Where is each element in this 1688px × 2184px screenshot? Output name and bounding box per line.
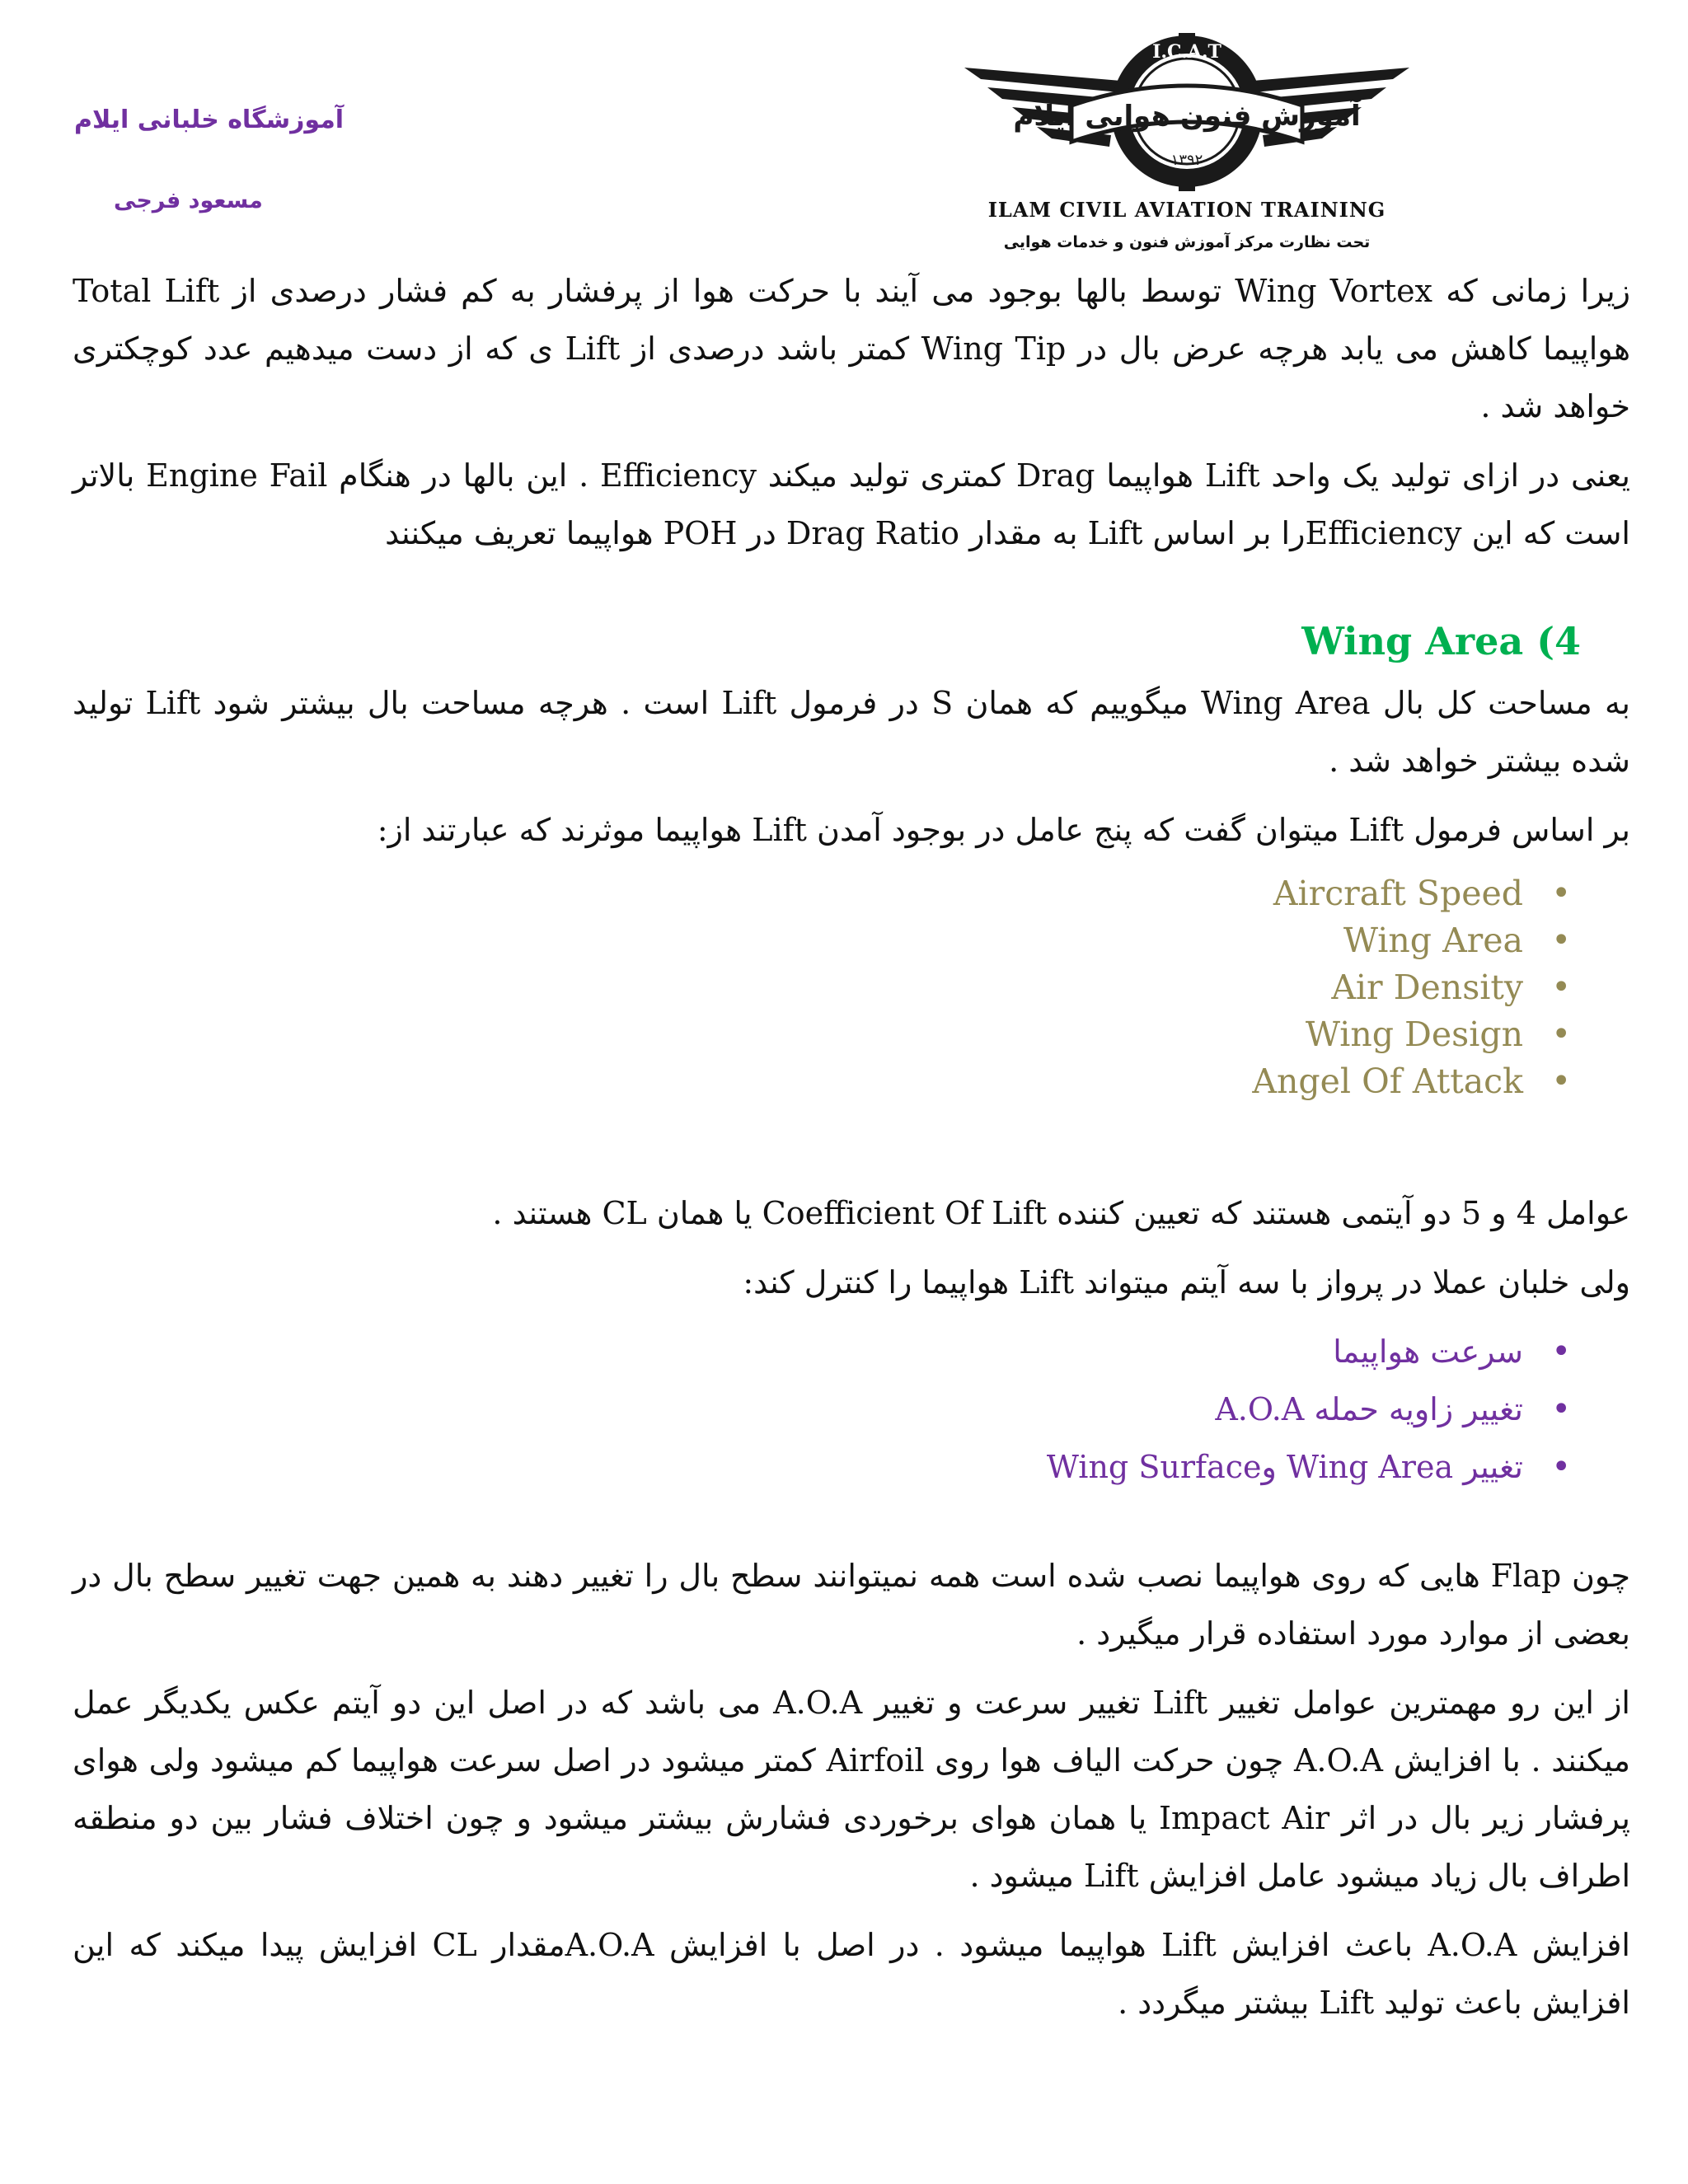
section-heading-wing-area: Wing Area (4 <box>1301 619 1581 663</box>
logo-english-name: ILAM CIVIL AVIATION TRAINING <box>987 198 1386 222</box>
paragraph-speed-aoa: از این رو مهمترین عوامل تغییر Lift تغییر سرعت و تغییر A.O.A می باشد که در اصل این دو آیتم عکس یکدیگر عمل میکنند . با افزایش A.O.A چون حرکت الیاف هوا روی Airfoil کمتر میشود در اصل سرعت هواپیما کم میشود ولی هوای پرفشار زیر بال در اثر Impact Air یا همان هوای برخوردی فشارش بیشتر میشود و چون اختلاف فشار بین دو منطقه اطراف بال زیاد میشود عامل افزایش Lift میشود . <box>73 1685 1630 1894</box>
author-name: مسعود فرجی <box>114 188 263 213</box>
badge-year-text: ۱۳۹۲ <box>1170 152 1203 169</box>
paragraph-wing-vortex: زیرا زمانی که Wing Vortex توسط بالها بوجود می آیند با حرکت هوا از پرفشار به کم فشار درصدی از Total Lift هواپیما کاهش می یابد هرچه عرض بال در Wing Tip کمتر باشد درصدی از Lift ی که از دست میدهیم عدد کوچکتری خواهد شد . <box>73 273 1631 424</box>
badge-main-text: آموزش فنون هوایی ایلام <box>1013 100 1361 133</box>
list-item: • Wing Design <box>73 1011 1523 1058</box>
paragraph-wing-area-definition: به مساحت کل بال Wing Area میگوییم که همان S در فرمول Lift است . هرچه مساحت بال بیشتر شود Lift تولید شده بیشتر خواهد شد . <box>73 685 1631 779</box>
logo-subtitle: تحت نظارت مرکز آموزش فنون و خدمات هوایی <box>1003 233 1371 251</box>
paragraph-pilot-control: ولی خلبان عملا در پرواز با سه آیتم میتواند Lift هواپیما را کنترل کند: <box>743 1264 1630 1301</box>
paragraph-efficiency: یعنی در ازای تولید یک واحد Lift هواپیما Drag کمتری تولید میکند Efficiency . این بالها در هنگام Engine Fail بالاتر است که این Efficiencyرا بر اساس Lift به مقدار Drag Ratio در POH هواپیما تعریف میکنند <box>73 457 1631 551</box>
list-item: • تغییر زاویه حمله A.O.A <box>73 1380 1523 1438</box>
paragraph-aoa-cl: افزایش A.O.A باعث افزایش Lift هواپیما میشود . در اصل با افزایش A.O.Aمقدار CL افزایش پیدا میکند که این افزایش باعث تولید Lift بیشتر میگردد . <box>73 1927 1630 2021</box>
paragraph-lift-factors-intro: بر اساس فرمول Lift میتوان گفت که پنج عامل در بوجود آمدن Lift هواپیما موثرند که عبارتند از: <box>377 812 1630 848</box>
list-item: • Angel Of Attack <box>73 1058 1523 1105</box>
list-item: • Air Density <box>73 964 1523 1011</box>
paragraph-coefficient-of-lift: عوامل 4 و 5 دو آیتمی هستند که تعیین کننده Coefficient Of Lift یا همان CL هستند . <box>492 1195 1630 1231</box>
badge-top-text: I.C.A.T <box>1152 41 1221 63</box>
document-body <box>73 262 1630 2043</box>
academy-logo <box>948 33 1426 268</box>
paragraph-flaps: چون Flap هایی که روی هواپیما نصب شده است همه نمیتوانند سطح بال را تغییر دهند به همین جهت تغییر سطح بال در بعضی از موارد مورد استفاده قرار میگیرد . <box>73 1558 1630 1652</box>
pilot-controls-list <box>73 1323 1630 1496</box>
winged-badge-icon <box>948 33 1426 198</box>
list-item: • Wing Area <box>73 917 1523 964</box>
list-item: • تغییر Wing Area وWing Surface <box>73 1438 1523 1496</box>
list-item: • سرعت هواپیما <box>73 1323 1523 1380</box>
lift-factors-list <box>73 870 1630 1105</box>
list-item: • Aircraft Speed <box>73 870 1523 917</box>
school-name: آموزشگاه خلبانی ایلام <box>74 105 345 134</box>
